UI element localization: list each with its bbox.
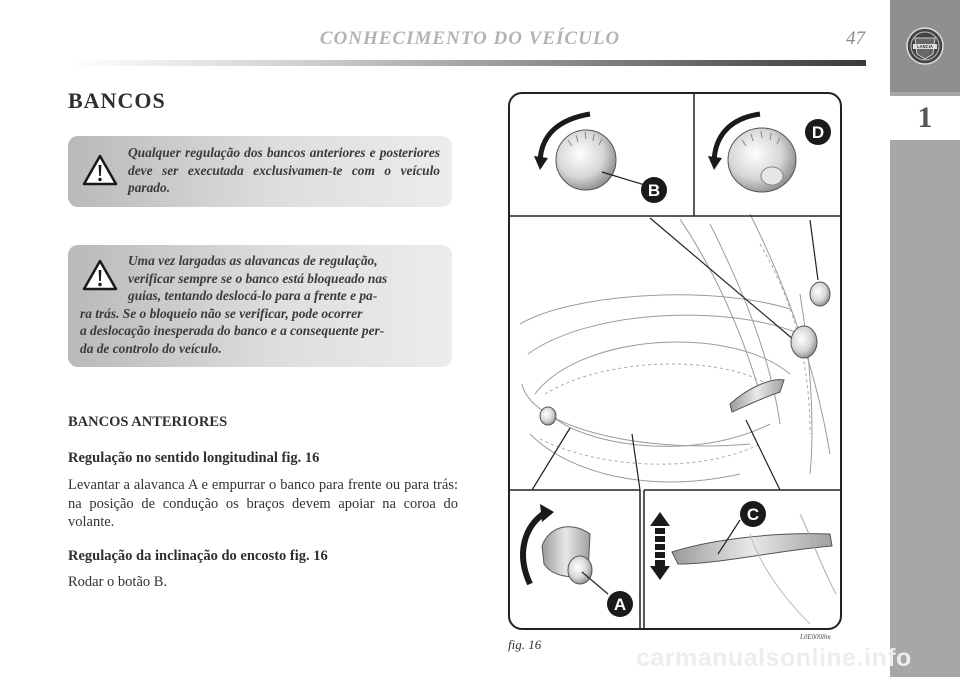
warning-triangle-icon (82, 154, 118, 186)
longitudinal-text: Levantar a alavanca A e empurrar o banco para frente ou para trás: na posição de condução os braços devem apoiar na coroa do volante. (68, 477, 458, 530)
warning-line: guias, tentando deslocá-lo para a frente e pa- (128, 288, 378, 303)
label-b: B (647, 181, 661, 200)
svg-text:LANCIA: LANCIA (917, 44, 933, 50)
figure-code: L0E0008m (800, 633, 831, 641)
page-number: 47 (846, 28, 865, 49)
warning-triangle-icon (82, 259, 118, 291)
backrest-text: Rodar o botão B. (68, 574, 168, 590)
warning-line: a deslocação inesperada do banco e a consequente per- (80, 323, 385, 338)
logo-area (890, 0, 960, 92)
warning-box-lock-check (68, 245, 452, 367)
section-title: BANCOS (68, 88, 166, 113)
chapter-number: 1 (890, 96, 960, 140)
warning-line: verificar sempre se o banco está bloqueado nas (128, 270, 388, 286)
seat-adjustment-figure (508, 92, 842, 630)
lancia-logo-icon (905, 26, 945, 66)
chapter-tab (890, 0, 960, 677)
backrest-heading: Regulação da inclinação do encosto fig. 16 (68, 548, 328, 564)
label-c: C (746, 505, 760, 524)
figure-caption: fig. 16 (508, 637, 542, 652)
warning-line: Uma vez largadas as alavancas de regulação, (128, 253, 378, 268)
subsection-heading: BANCOS ANTERIORES (68, 414, 228, 430)
label-a: A (613, 595, 627, 614)
warning-line: da de controlo do veículo. (80, 340, 222, 356)
seat-illustration (510, 94, 842, 630)
watermark: carmanualsonline.info (636, 644, 912, 672)
longitudinal-heading: Regulação no sentido longitudinal fig. 16 (68, 450, 320, 466)
warning-box-stationary (68, 136, 452, 207)
running-header: CONHECIMENTO DO VEÍCULO (319, 28, 621, 49)
warning-line: ra trás. Se o bloqueio não se verificar, pode ocorrer (80, 305, 363, 321)
header-divider (68, 60, 866, 66)
label-d: D (811, 123, 825, 142)
warning-text: Qualquer regulação dos bancos anteriores e posteriores deve ser executada exclusivamen-te com o veículo parado. (128, 145, 440, 195)
